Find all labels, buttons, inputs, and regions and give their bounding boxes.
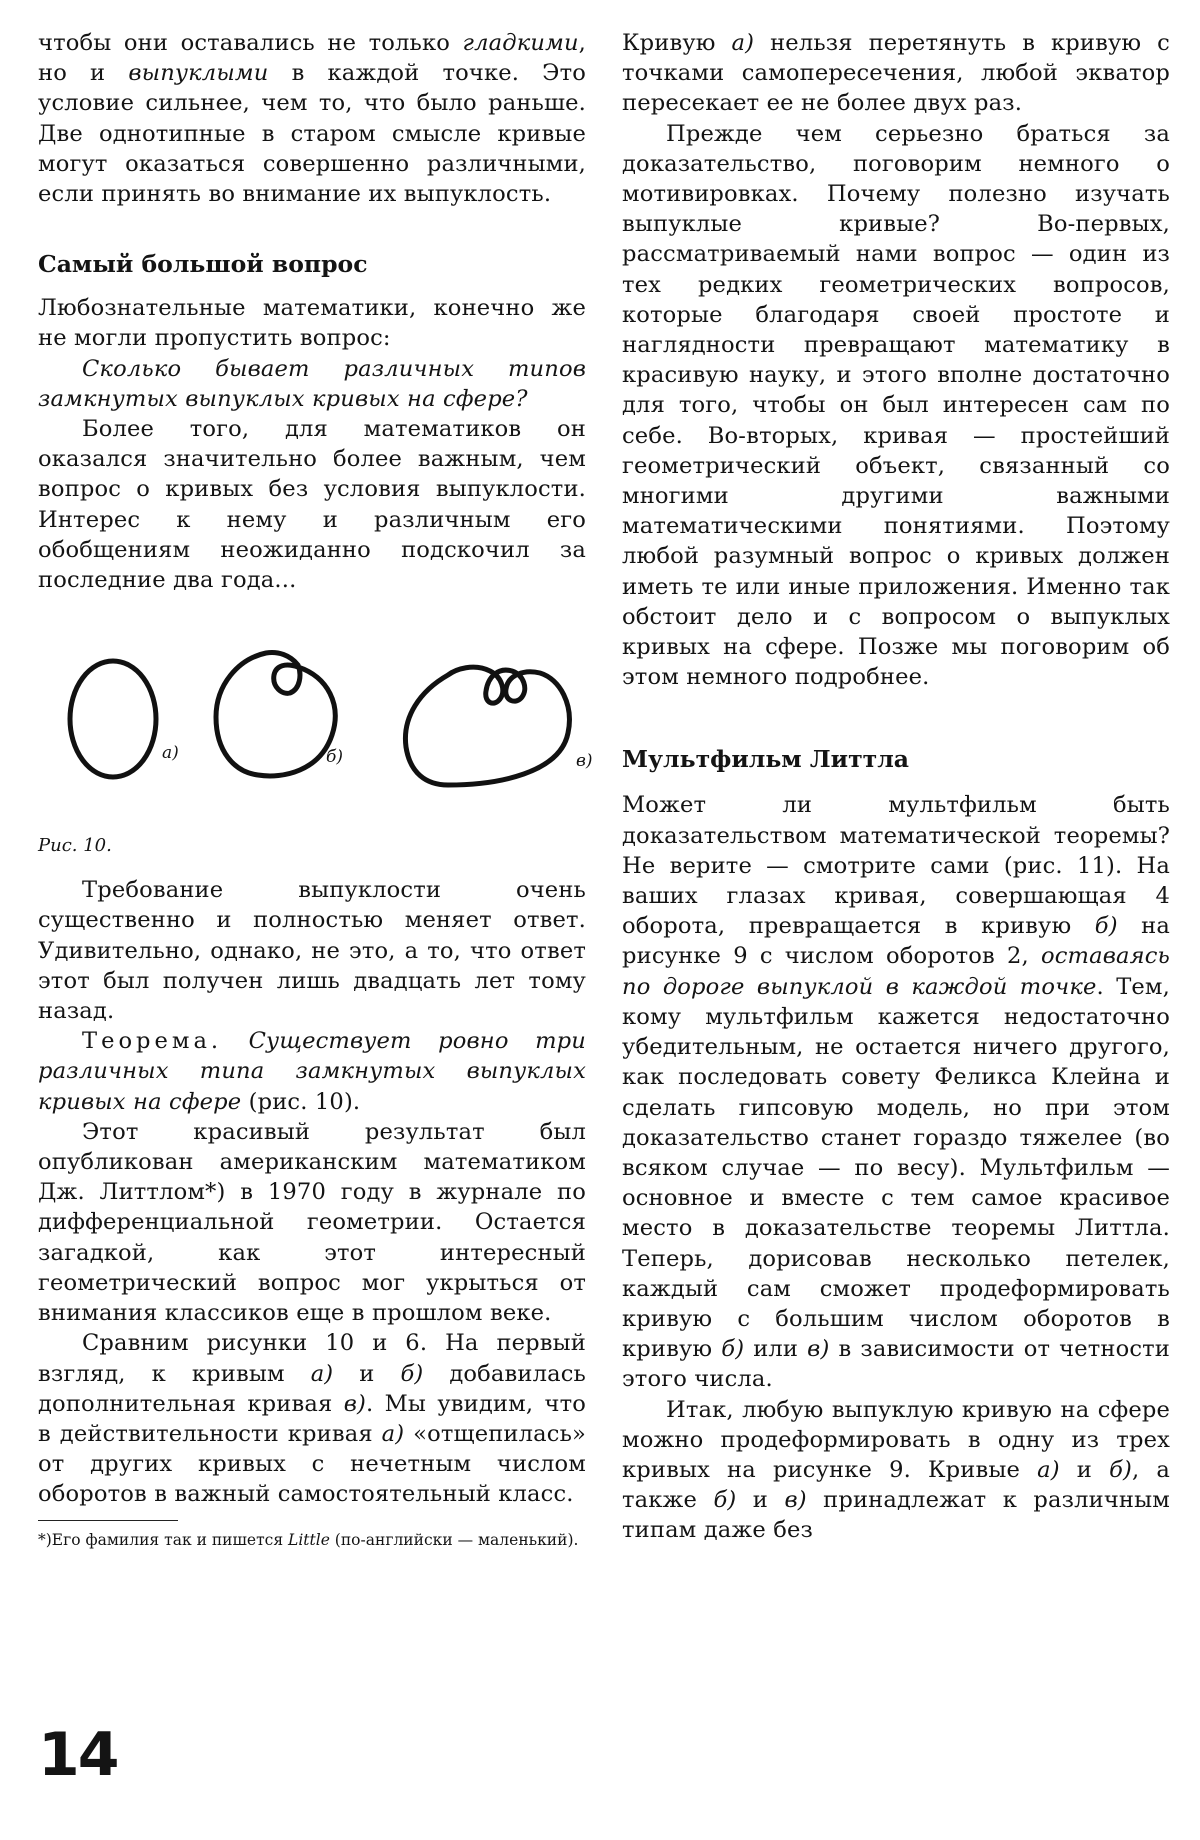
section-heading-little-cartoon: Мультфильм Литтла	[622, 745, 910, 774]
paragraph-convexity-intro: чтобы они оставались не только гладкими, но и выпуклыми в каждой точке. Это условие сильнее, чем то, что было раньше. Две однотипные в старом смысле кривые могут оказаться совершенно различными, если принять во внимание их выпуклость.	[38, 30, 587, 208]
footnote-divider	[38, 1520, 178, 1521]
left-column	[38, 28, 593, 1551]
paragraph-main-question: Сколько бывает различных типов замкнутых выпуклых кривых на сфере?	[38, 355, 586, 412]
figure-caption: Рис. 10.	[38, 835, 112, 857]
curve-b	[216, 653, 335, 776]
figure-label-b: б)	[326, 747, 344, 768]
figure-10	[38, 635, 593, 825]
curve-a	[70, 661, 156, 777]
paragraph-curve-a: Кривую а) нельзя перетянуть в кривую с точками самопересечения, любой экватор пересекает ее не более двух раз.	[622, 30, 1170, 117]
paragraph-cartoon: Может ли мультфильм быть доказательством математической теоремы? Не верите — смотрите сами (рис. 11). На ваших глазах кривая, совершающая 4 оборота, превращается в кривую б) на рисунке 9 с числом оборотов 2, оставаясь по дороге выпуклой в каждой точке. Тем, кому мультфильм кажется недостаточно убедительным, не остается ничего другого, как последовать совету Феликса Клейна и сделать гипсовую модель, но при этом доказательство станет гораздо тяжелее (во всяком случае — по весу). Мультфильм — основное и вместе с тем самое красивое место в доказательстве теоремы Литтла. Теперь, дорисовав несколько петелек, каждый сам сможет продеформировать кривую с большим числом оборотов в кривую б) или в) в зависимости от четности этого числа.	[622, 792, 1171, 1393]
curve-c	[405, 667, 569, 785]
paragraph-theorem: Теорема. Существует ровно три различных типа замкнутых выпуклых кривых на сфере (рис. 10).	[38, 1028, 586, 1115]
paragraph-question-intro: Любознательные математики, конечно же не могли пропустить вопрос:	[38, 295, 586, 352]
footnote: *)Его фамилия так и пишется Little (по-английски — маленький).	[38, 1530, 579, 1549]
paragraph-little-result: Этот красивый результат был опубликован американским математиком Дж. Литтлом*) в 1970 году в журнале по дифференциальной геометрии. Остается загадкой, как этот интересный геометрический вопрос мог укрыться от внимания классиков еще в прошлом веке.	[38, 1118, 586, 1327]
paragraph-requirement: Требование выпуклости очень существенно и полностью меняет ответ. Удивительно, однако, не это, а то, что ответ этот был получен лишь двадцать лет тому назад.	[38, 877, 586, 1025]
paragraph-compare-figures: Сравним рисунки 10 и 6. На первый взгляд, к кривым а) и б) добавилась дополнительная кривая в). Мы увидим, что в действительности кривая а) «отщепилась» от других кривых с нечетным числом оборотов в важный самостоятельный класс.	[38, 1330, 587, 1508]
paragraph-conclusion: Итак, любую выпуклую кривую на сфере можно продеформировать в одну из трех кривых на рисунке 9. Кривые а) и б), а также б) и в) принадлежат к различным типам даже без	[622, 1396, 1171, 1544]
figure-label-c: в)	[576, 751, 593, 772]
paragraph-motivation: Прежде чем серьезно браться за доказательство, поговорим немного о мотивировках. Почему полезно изучать выпуклые кривые? Во-первых, рассматриваемый нами вопрос — один из тех редких геометрических вопросов, которые благодаря своей простоте и наглядности превращают математику в красивую науку, и этого вполне достаточно для того, чтобы он был интересен сам по себе. Во-вторых, кривая — простейший геометрический объект, связанный со многими другими важными математическими понятиями. Поэтому любой разумный вопрос о кривых должен иметь те или иные приложения. Именно так обстоит дело и с вопросом о выпуклых кривых на сфере. Позже мы поговорим об этом немного подробнее.	[622, 120, 1170, 691]
section-heading-biggest-question: Самый большой вопрос	[38, 250, 368, 279]
paragraph-importance: Более того, для математиков он оказался значительно более важным, чем вопрос о кривых без условия выпуклости. Интерес к нему и различным его обобщениям неожиданно подскочил за последние два года...	[38, 416, 586, 594]
page-number: 14	[38, 1720, 118, 1790]
figure-10-curves	[28, 635, 608, 825]
right-column	[622, 28, 1170, 1546]
figure-label-a: а)	[162, 743, 179, 764]
